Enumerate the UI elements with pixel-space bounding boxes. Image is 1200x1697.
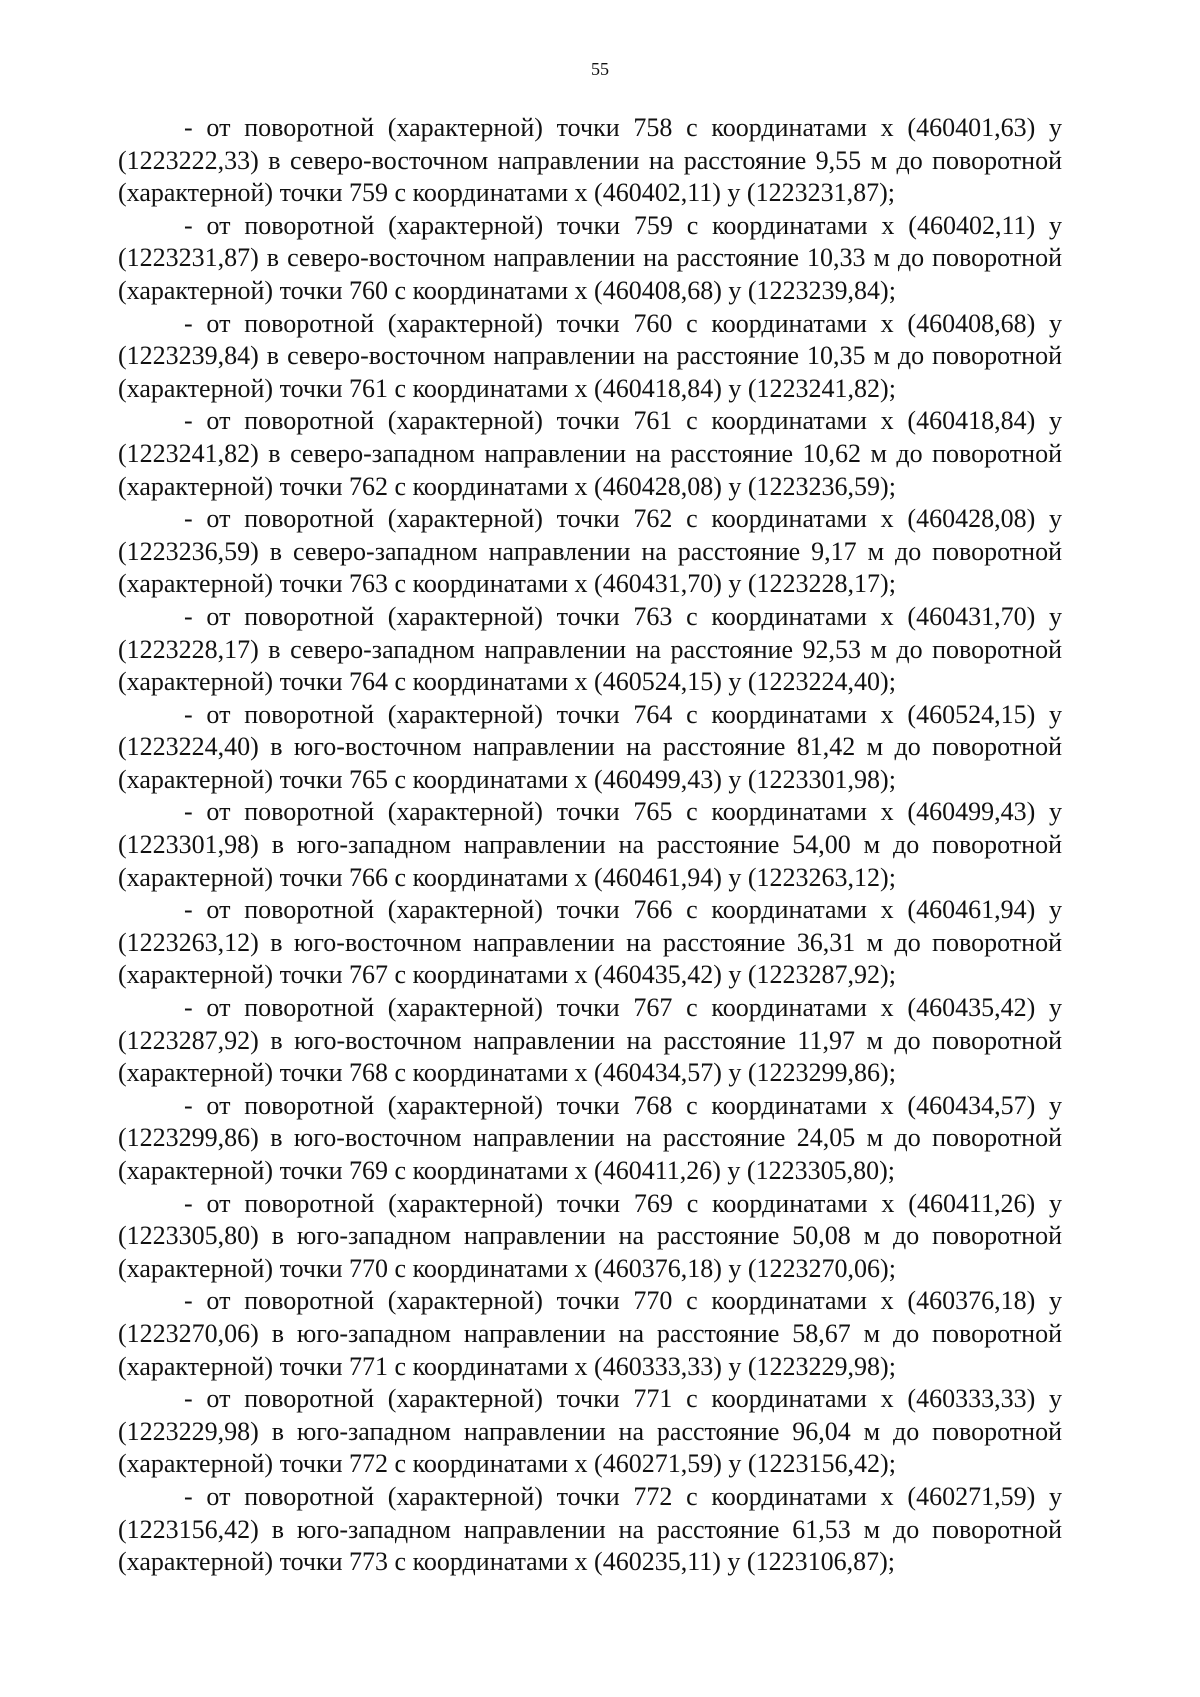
paragraph: - от поворотной (характерной) точки 771 с координатами х (460333,33) у (1223229,98) в юго-западном направлении на расстояние 96,04 м до поворотной (характерной) точки 772 с координатами х (460271,59) у (1223156,42); (118, 1384, 1062, 1479)
paragraph: - от поворотной (характерной) точки 765 с координатами х (460499,43) у (1223301,98) в юго-западном направлении на расстояние 54,00 м до поворотной (характерной) точки 766 с координатами х (460461,94) у (1223263,12); (118, 797, 1062, 892)
paragraph: - от поворотной (характерной) точки 763 с координатами х (460431,70) у (1223228,17) в северо-западном направлении на расстояние 92,53 м до поворотной (характерной) точки 764 с координатами х (460524,15) у (1223224,40); (118, 601, 1062, 697)
paragraph: - от поворотной (характерной) точки 761 с координатами х (460418,84) у (1223241,82) в северо-западном направлении на расстояние 10,62 м до поворотной (характерной) точки 762 с координатами х (460428,08) у (1223236,59); (118, 406, 1062, 501)
paragraph: - от поворотной (характерной) точки 767 с координатами х (460435,42) у (1223287,92) в юго-восточном направлении на расстояние 11,97 м до поворотной (характерной) точки 768 с координатами х (460434,57) у (1223299,86); (118, 993, 1062, 1088)
paragraph: - от поворотной (характерной) точки 759 с координатами х (460402,11) у (1223231,87) в северо-восточном направлении на расстояние 10,33 м до поворотной (характерной) точки 760 с координатами х (460408,68) у (1223239,84); (118, 210, 1062, 305)
paragraph: - от поворотной (характерной) точки 766 с координатами х (460461,94) у (1223263,12) в юго-восточном направлении на расстояние 36,31 м до поворотной (характерной) точки 767 с координатами х (460435,42) у (1223287,92); (118, 895, 1062, 990)
paragraph: - от поворотной (характерной) точки 769 с координатами х (460411,26) у (1223305,80) в юго-западном направлении на расстояние 50,08 м до поворотной (характерной) точки 770 с координатами х (460376,18) у (1223270,06); (118, 1188, 1062, 1283)
paragraph: - от поворотной (характерной) точки 772 с координатами х (460271,59) у (1223156,42) в юго-западном направлении на расстояние 61,53 м до поворотной (характерной) точки 773 с координатами х (460235,11) у (1223106,87); (118, 1481, 1062, 1577)
paragraph: - от поворотной (характерной) точки 768 с координатами х (460434,57) у (1223299,86) в юго-восточном направлении на расстояние 24,05 м до поворотной (характерной) точки 769 с координатами х (460411,26) у (1223305,80); (118, 1090, 1062, 1185)
paragraph: - от поворотной (характерной) точки 758 с координатами х (460401,63) у (1223222,33) в северо-восточном направлении на расстояние 9,55 м до поворотной (характерной) точки 759 с координатами х (460402,11) у (1223231,87); (118, 113, 1062, 208)
paragraph: - от поворотной (характерной) точки 770 с координатами х (460376,18) у (1223270,06) в юго-западном направлении на расстояние 58,67 м до поворотной (характерной) точки 771 с координатами х (460333,33) у (1223229,98); (118, 1286, 1062, 1381)
document-body (118, 112, 1062, 1579)
paragraph: - от поворотной (характерной) точки 760 с координатами х (460408,68) у (1223239,84) в северо-восточном направлении на расстояние 10,35 м до поворотной (характерной) точки 761 с координатами х (460418,84) у (1223241,82); (118, 308, 1062, 403)
page-number: 55 (591, 59, 609, 79)
paragraph: - от поворотной (характерной) точки 762 с координатами х (460428,08) у (1223236,59) в северо-западном направлении на расстояние 9,17 м до поворотной (характерной) точки 763 с координатами х (460431,70) у (1223228,17); (118, 504, 1062, 599)
paragraph: - от поворотной (характерной) точки 764 с координатами х (460524,15) у (1223224,40) в юго-восточном направлении на расстояние 81,42 м до поворотной (характерной) точки 765 с координатами х (460499,43) у (1223301,98); (118, 699, 1062, 794)
